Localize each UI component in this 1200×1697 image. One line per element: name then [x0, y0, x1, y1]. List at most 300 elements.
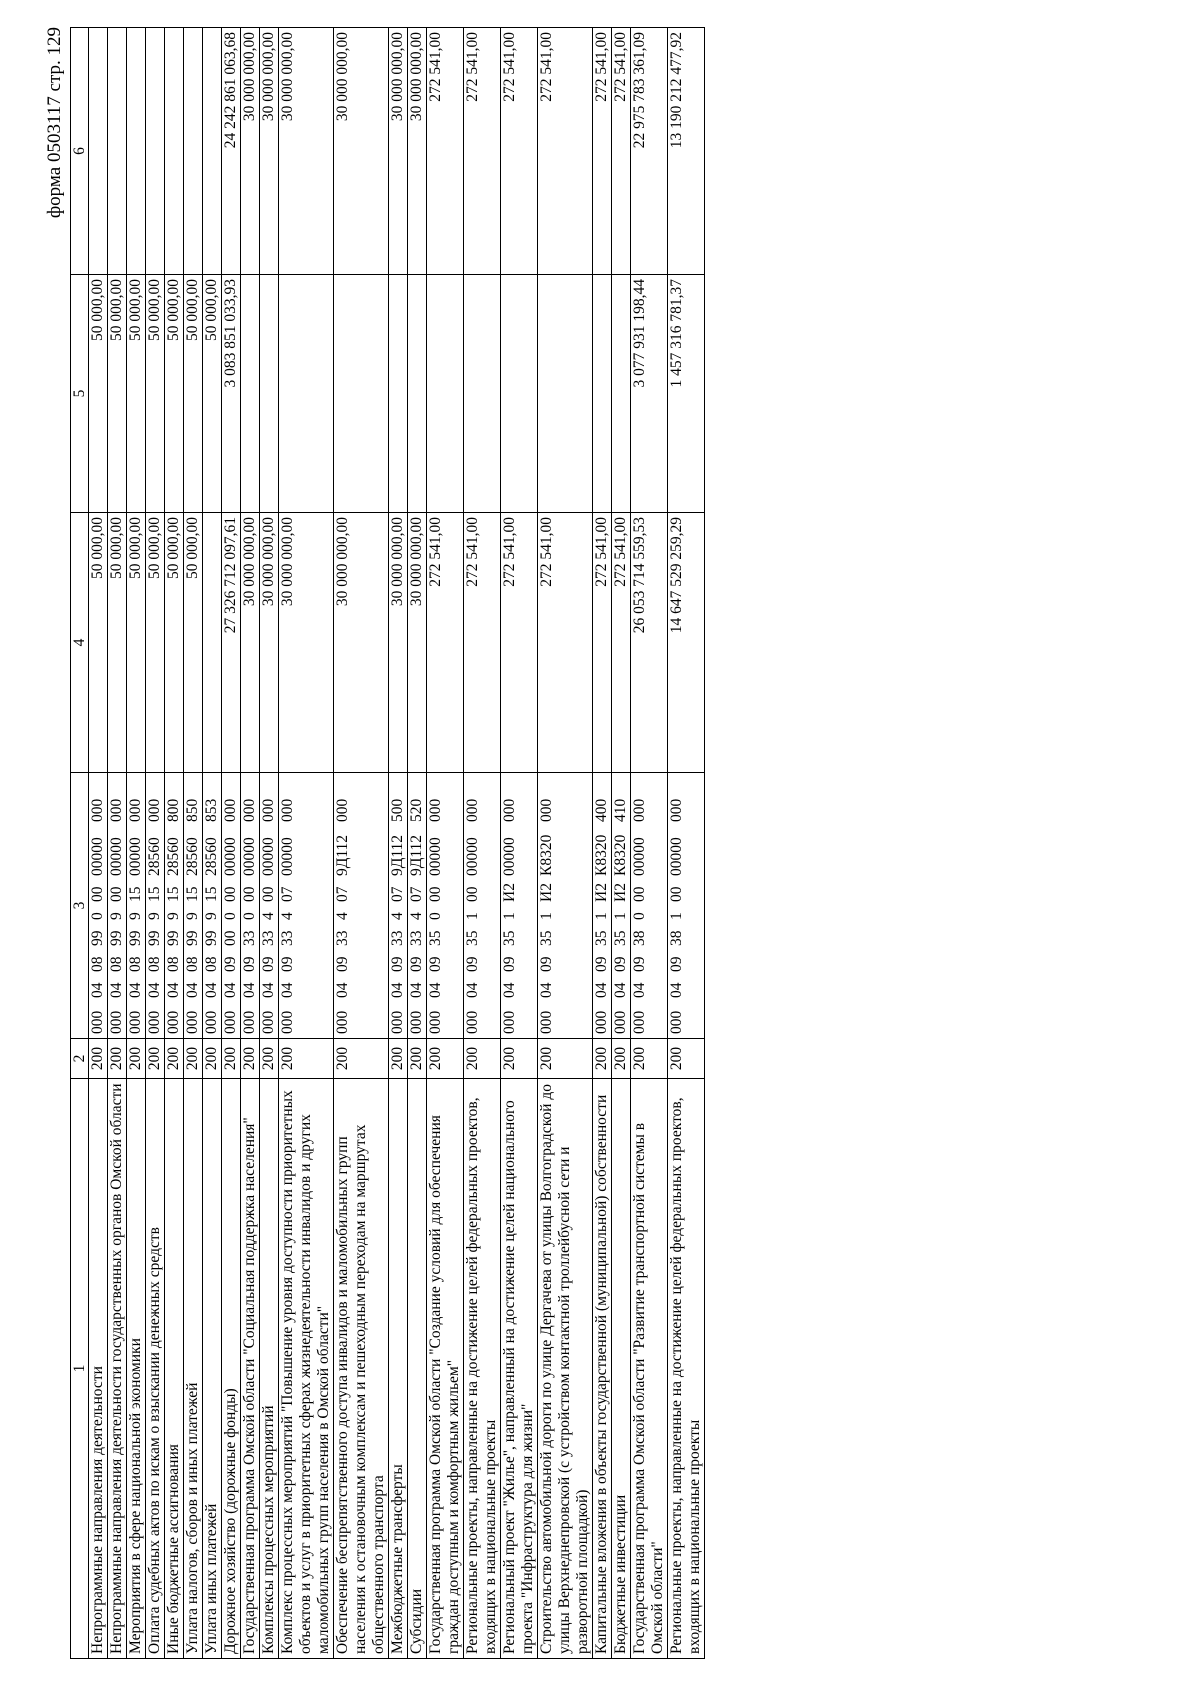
row-approved: 272 541,00 — [501, 513, 538, 773]
code-part: 04 — [501, 982, 518, 998]
code-part: 800 — [165, 798, 182, 822]
code-part: 99 — [165, 930, 182, 946]
code-part: 000 — [427, 798, 444, 822]
code-part: 1 — [668, 912, 685, 920]
row-executed — [464, 275, 501, 513]
row-unexecuted — [203, 28, 222, 275]
code-part: 9Д112 — [334, 835, 351, 876]
code-part: 04 — [612, 982, 629, 998]
code-part: 09 — [389, 956, 406, 972]
code-part: 09 — [668, 956, 685, 972]
code-part: 520 — [408, 798, 425, 822]
row-unexecuted: 30 000 000,00 — [241, 28, 260, 275]
row-status: 200 — [108, 1039, 127, 1079]
row-unexecuted — [89, 28, 108, 275]
code-part: 33 — [408, 930, 425, 946]
row-executed — [427, 275, 464, 513]
table-row — [427, 28, 464, 1659]
code-part: 0 — [427, 912, 444, 920]
row-status: 200 — [279, 1039, 334, 1079]
code-part: 04 — [184, 982, 201, 998]
code-part: 08 — [165, 956, 182, 972]
code-part: 000 — [501, 798, 518, 822]
code-part: 00 — [427, 886, 444, 902]
code-part: 000 — [334, 798, 351, 822]
code-part: 08 — [203, 956, 220, 972]
code-part: 00000 — [89, 837, 106, 876]
code-part: 15 — [127, 886, 144, 902]
row-name: Непрограммные направления деятельности — [89, 1079, 108, 1659]
code-part: 853 — [203, 798, 220, 822]
code-part: 08 — [89, 956, 106, 972]
row-code — [279, 773, 334, 1039]
row-unexecuted — [127, 28, 146, 275]
code-part: 9Д112 — [408, 835, 425, 876]
code-part: 000 — [108, 798, 125, 822]
row-unexecuted: 272 541,00 — [593, 28, 612, 275]
column-header-1: 1 — [71, 1079, 89, 1659]
code-part: 000 — [427, 1010, 444, 1034]
code-part: 35 — [464, 930, 481, 946]
code-part: 09 — [612, 956, 629, 972]
row-code — [668, 773, 705, 1039]
code-part: 000 — [334, 1010, 351, 1034]
row-approved: 272 541,00 — [464, 513, 501, 773]
code-part: 09 — [631, 956, 648, 972]
row-executed — [538, 275, 593, 513]
column-header-5: 5 — [71, 275, 89, 513]
row-code — [222, 773, 241, 1039]
row-executed: 3 083 851 033,93 — [222, 275, 241, 513]
table-body — [89, 28, 705, 1659]
code-part: 04 — [165, 982, 182, 998]
row-code — [334, 773, 389, 1039]
code-part: 35 — [593, 930, 610, 946]
row-code — [427, 773, 464, 1039]
code-part: 410 — [612, 798, 629, 822]
row-unexecuted: 30 000 000,00 — [334, 28, 389, 275]
row-approved: 272 541,00 — [427, 513, 464, 773]
code-part: 15 — [203, 886, 220, 902]
row-executed: 1 457 316 781,37 — [668, 275, 705, 513]
code-part: 000 — [222, 1010, 239, 1034]
row-unexecuted: 272 541,00 — [538, 28, 593, 275]
row-approved: 272 541,00 — [593, 513, 612, 773]
row-status: 200 — [501, 1039, 538, 1079]
code-part: 000 — [203, 1010, 220, 1034]
row-name: Дорожное хозяйство (дорожные фонды) — [222, 1079, 241, 1659]
code-part: 000 — [184, 1010, 201, 1034]
row-code — [127, 773, 146, 1039]
row-executed: 50 000,00 — [146, 275, 165, 513]
row-approved: 50 000,00 — [127, 513, 146, 773]
code-part: 000 — [222, 798, 239, 822]
code-part: 04 — [464, 982, 481, 998]
code-part: 07 — [408, 886, 425, 902]
code-part: 9 — [146, 912, 163, 920]
code-part: 35 — [538, 930, 555, 946]
row-executed: 50 000,00 — [165, 275, 184, 513]
code-part: 00 — [260, 886, 277, 902]
code-part: 4 — [389, 912, 406, 920]
code-part: 04 — [260, 982, 277, 998]
column-header-4: 4 — [71, 513, 89, 773]
table-row — [279, 28, 334, 1659]
row-name: Комплекс процессных мероприятий "Повышение уровня доступности приоритетных объектов и услуг в приоритетных сферах жизнедеятельности инвалидов и других маломобильных групп населения в Омской области" — [279, 1079, 334, 1659]
table-row — [127, 28, 146, 1659]
code-part: 09 — [222, 956, 239, 972]
row-unexecuted: 30 000 000,00 — [279, 28, 334, 275]
code-part: 28560 — [165, 837, 182, 876]
code-part: 08 — [146, 956, 163, 972]
table-row — [408, 28, 427, 1659]
row-status: 200 — [260, 1039, 279, 1079]
code-part: 04 — [389, 982, 406, 998]
row-executed — [389, 275, 408, 513]
code-part: 38 — [668, 930, 685, 946]
table-row — [165, 28, 184, 1659]
code-part: 00 — [89, 886, 106, 902]
row-name: Иные бюджетные ассигнования — [165, 1079, 184, 1659]
code-part: 00 — [631, 886, 648, 902]
row-name: Непрограммные направления деятельности государственных органов Омской области — [108, 1079, 127, 1659]
code-part: 000 — [127, 1010, 144, 1034]
table-row — [241, 28, 260, 1659]
row-approved: 50 000,00 — [184, 513, 203, 773]
table-row — [389, 28, 408, 1659]
code-part: 000 — [241, 1010, 258, 1034]
code-part: 00000 — [464, 837, 481, 876]
table-row — [146, 28, 165, 1659]
code-part: 04 — [668, 982, 685, 998]
row-code — [89, 773, 108, 1039]
row-executed: 50 000,00 — [184, 275, 203, 513]
code-part: 33 — [334, 930, 351, 946]
row-approved: 50 000,00 — [108, 513, 127, 773]
row-status: 200 — [612, 1039, 631, 1079]
code-part: 07 — [389, 886, 406, 902]
row-status: 200 — [89, 1039, 108, 1079]
row-executed: 50 000,00 — [108, 275, 127, 513]
column-header-2: 2 — [71, 1039, 89, 1079]
row-approved: 50 000,00 — [165, 513, 184, 773]
code-part: 04 — [222, 982, 239, 998]
row-name: Мероприятия в сфере национальной экономики — [127, 1079, 146, 1659]
code-part: 000 — [464, 798, 481, 822]
budget-table — [70, 27, 705, 1659]
code-part: 04 — [241, 982, 258, 998]
row-executed: 50 000,00 — [127, 275, 146, 513]
code-part: 000 — [631, 1010, 648, 1034]
code-part: 1 — [593, 912, 610, 920]
row-name: Государственная программа Омской области "Развитие транспортной системы в Омской области" — [631, 1079, 668, 1659]
row-code — [389, 773, 408, 1039]
row-approved: 272 541,00 — [612, 513, 631, 773]
code-part: 00000 — [241, 837, 258, 876]
row-approved: 27 326 712 097,61 — [222, 513, 241, 773]
code-part: 00 — [241, 886, 258, 902]
row-code — [593, 773, 612, 1039]
row-executed — [593, 275, 612, 513]
code-part: 000 — [538, 1010, 555, 1034]
code-part: 07 — [279, 886, 296, 902]
code-part: 000 — [260, 798, 277, 822]
code-part: 04 — [427, 982, 444, 998]
code-part: 000 — [501, 1010, 518, 1034]
row-status: 200 — [631, 1039, 668, 1079]
code-part: 0 — [222, 912, 239, 920]
row-code — [203, 773, 222, 1039]
row-executed: 50 000,00 — [89, 275, 108, 513]
row-executed: 50 000,00 — [203, 275, 222, 513]
code-part: 850 — [184, 798, 201, 822]
code-part: 28560 — [203, 837, 220, 876]
row-code — [538, 773, 593, 1039]
code-part: 07 — [334, 886, 351, 902]
code-part: 08 — [184, 956, 201, 972]
row-name: Субсидии — [408, 1079, 427, 1659]
code-part: 35 — [427, 930, 444, 946]
code-part: 33 — [389, 930, 406, 946]
row-approved: 14 647 529 259,29 — [668, 513, 705, 773]
code-part: И2 — [612, 883, 629, 902]
row-unexecuted: 13 190 212 477,92 — [668, 28, 705, 275]
code-part: 04 — [334, 982, 351, 998]
row-unexecuted: 272 541,00 — [427, 28, 464, 275]
code-part: 00000 — [108, 837, 125, 876]
code-part: 00 — [222, 930, 239, 946]
code-part: 000 — [279, 798, 296, 822]
code-part: И2 — [593, 883, 610, 902]
row-executed — [408, 275, 427, 513]
row-approved: 30 000 000,00 — [389, 513, 408, 773]
code-part: 33 — [241, 930, 258, 946]
code-part: 1 — [538, 912, 555, 920]
code-part: 000 — [389, 1010, 406, 1034]
code-part: 04 — [146, 982, 163, 998]
code-part: 9Д112 — [389, 835, 406, 876]
code-part: И2 — [501, 883, 518, 902]
row-status: 200 — [334, 1039, 389, 1079]
row-executed — [334, 275, 389, 513]
code-part: 04 — [631, 982, 648, 998]
row-unexecuted — [146, 28, 165, 275]
row-unexecuted: 272 541,00 — [501, 28, 538, 275]
code-part: 04 — [593, 982, 610, 998]
code-part: 35 — [612, 930, 629, 946]
row-executed — [241, 275, 260, 513]
row-name: Оплата судебных актов по искам о взыскании денежных средств — [146, 1079, 165, 1659]
table-row — [184, 28, 203, 1659]
code-part: 00000 — [668, 837, 685, 876]
code-part: 000 — [165, 1010, 182, 1034]
row-code — [241, 773, 260, 1039]
row-executed — [279, 275, 334, 513]
code-part: 00 — [668, 886, 685, 902]
column-header-3: 3 — [71, 773, 89, 1039]
row-approved: 272 541,00 — [538, 513, 593, 773]
code-part: К8320 — [538, 834, 555, 876]
code-part: 04 — [127, 982, 144, 998]
table-row — [108, 28, 127, 1659]
code-part: 00000 — [127, 837, 144, 876]
code-part: 000 — [464, 1010, 481, 1034]
code-part: 4 — [408, 912, 425, 920]
form-label: форма 0503117 стр. 129 — [44, 27, 65, 219]
table-row — [538, 28, 593, 1659]
table-row — [631, 28, 668, 1659]
code-part: 1 — [464, 912, 481, 920]
code-part: 38 — [631, 930, 648, 946]
table-row — [593, 28, 612, 1659]
row-approved: 30 000 000,00 — [334, 513, 389, 773]
row-approved: 30 000 000,00 — [260, 513, 279, 773]
row-name: Капитальные вложения в объекты государственной (муниципальной) собственности — [593, 1079, 612, 1659]
row-status: 200 — [146, 1039, 165, 1079]
code-part: 09 — [334, 956, 351, 972]
row-approved: 50 000,00 — [146, 513, 165, 773]
code-part: 000 — [146, 1010, 163, 1034]
code-part: 28560 — [146, 837, 163, 876]
code-part: 04 — [89, 982, 106, 998]
code-part: 04 — [408, 982, 425, 998]
table-row — [222, 28, 241, 1659]
row-status: 200 — [464, 1039, 501, 1079]
code-part: 99 — [184, 930, 201, 946]
code-part: 15 — [184, 886, 201, 902]
row-name: Строительство автомобильной дороги по улице Дергачева от улицы Волгоградской до улицы Верхнеднепровской (с устройством контактной троллейбусной сети и разворотной площадкой) — [538, 1079, 593, 1659]
row-code — [165, 773, 184, 1039]
row-code — [631, 773, 668, 1039]
table-row — [501, 28, 538, 1659]
row-approved: 50 000,00 — [89, 513, 108, 773]
code-part: 08 — [108, 956, 125, 972]
code-part: 04 — [203, 982, 220, 998]
code-part: 09 — [408, 956, 425, 972]
code-part: 15 — [146, 886, 163, 902]
row-approved: 30 000 000,00 — [408, 513, 427, 773]
code-part: 00000 — [260, 837, 277, 876]
code-part: 09 — [464, 956, 481, 972]
row-unexecuted — [184, 28, 203, 275]
row-status: 200 — [538, 1039, 593, 1079]
code-part: 000 — [89, 1010, 106, 1034]
row-executed — [612, 275, 631, 513]
code-part: 000 — [127, 798, 144, 822]
row-code — [184, 773, 203, 1039]
table-row — [260, 28, 279, 1659]
code-part: 000 — [612, 1010, 629, 1034]
code-part: 99 — [127, 930, 144, 946]
code-part: 04 — [279, 982, 296, 998]
code-part: 9 — [127, 912, 144, 920]
code-part: 35 — [501, 930, 518, 946]
code-part: 04 — [108, 982, 125, 998]
row-code — [501, 773, 538, 1039]
code-part: 9 — [108, 912, 125, 920]
row-code — [260, 773, 279, 1039]
code-part: 99 — [146, 930, 163, 946]
code-part: 000 — [279, 1010, 296, 1034]
row-status: 200 — [222, 1039, 241, 1079]
code-part: 9 — [184, 912, 201, 920]
row-unexecuted: 30 000 000,00 — [389, 28, 408, 275]
table-row — [203, 28, 222, 1659]
code-part: 33 — [279, 930, 296, 946]
table-row — [668, 28, 705, 1659]
row-status: 200 — [427, 1039, 464, 1079]
code-part: 500 — [389, 798, 406, 822]
row-name: Уплата иных платежей — [203, 1079, 222, 1659]
row-name: Бюджетные инвестиции — [612, 1079, 631, 1659]
row-name: Государственная программа Омской области "Социальная поддержка населения" — [241, 1079, 260, 1659]
code-part: 15 — [165, 886, 182, 902]
row-approved: 30 000 000,00 — [279, 513, 334, 773]
code-part: 9 — [203, 912, 220, 920]
code-part: 00 — [464, 886, 481, 902]
row-unexecuted: 30 000 000,00 — [408, 28, 427, 275]
code-part: 00000 — [631, 837, 648, 876]
code-part: 28560 — [184, 837, 201, 876]
code-part: 4 — [334, 912, 351, 920]
row-unexecuted: 22 975 783 361,09 — [631, 28, 668, 275]
code-part: И2 — [538, 883, 555, 902]
row-status: 200 — [165, 1039, 184, 1079]
code-part: 400 — [593, 798, 610, 822]
code-part: 00 — [108, 886, 125, 902]
code-part: 1 — [612, 912, 629, 920]
code-part: 4 — [279, 912, 296, 920]
code-part: 000 — [593, 1010, 610, 1034]
code-part: 0 — [89, 912, 106, 920]
row-code — [408, 773, 427, 1039]
row-unexecuted: 272 541,00 — [612, 28, 631, 275]
row-status: 200 — [408, 1039, 427, 1079]
row-executed: 3 077 931 198,44 — [631, 275, 668, 513]
row-status: 200 — [184, 1039, 203, 1079]
table-row — [612, 28, 631, 1659]
table-row — [89, 28, 108, 1659]
code-part: 00000 — [279, 837, 296, 876]
code-part: 04 — [538, 982, 555, 998]
code-part: К8320 — [593, 834, 610, 876]
code-part: 99 — [89, 930, 106, 946]
row-status: 200 — [593, 1039, 612, 1079]
row-code — [146, 773, 165, 1039]
code-part: 09 — [279, 956, 296, 972]
code-part: 4 — [260, 912, 277, 920]
row-code — [108, 773, 127, 1039]
code-part: 1 — [501, 912, 518, 920]
code-part: 00000 — [501, 837, 518, 876]
row-status: 200 — [241, 1039, 260, 1079]
row-code — [612, 773, 631, 1039]
code-part: 99 — [108, 930, 125, 946]
code-part: 000 — [146, 798, 163, 822]
row-name: Уплата налогов, сборов и иных платежей — [184, 1079, 203, 1659]
row-name: Обеспечение беспрепятственного доступа инвалидов и маломобильных групп населения к остановочным комплексам и пешеходным переходам на маршрутах общественного транспорта — [334, 1079, 389, 1659]
code-part: 09 — [241, 956, 258, 972]
code-part: 000 — [408, 1010, 425, 1034]
code-part: 09 — [260, 956, 277, 972]
row-status: 200 — [203, 1039, 222, 1079]
code-part: 0 — [631, 912, 648, 920]
code-part: 000 — [260, 1010, 277, 1034]
code-part: 09 — [593, 956, 610, 972]
row-approved: 26 053 714 559,53 — [631, 513, 668, 773]
code-part: 09 — [427, 956, 444, 972]
code-part: 33 — [260, 930, 277, 946]
